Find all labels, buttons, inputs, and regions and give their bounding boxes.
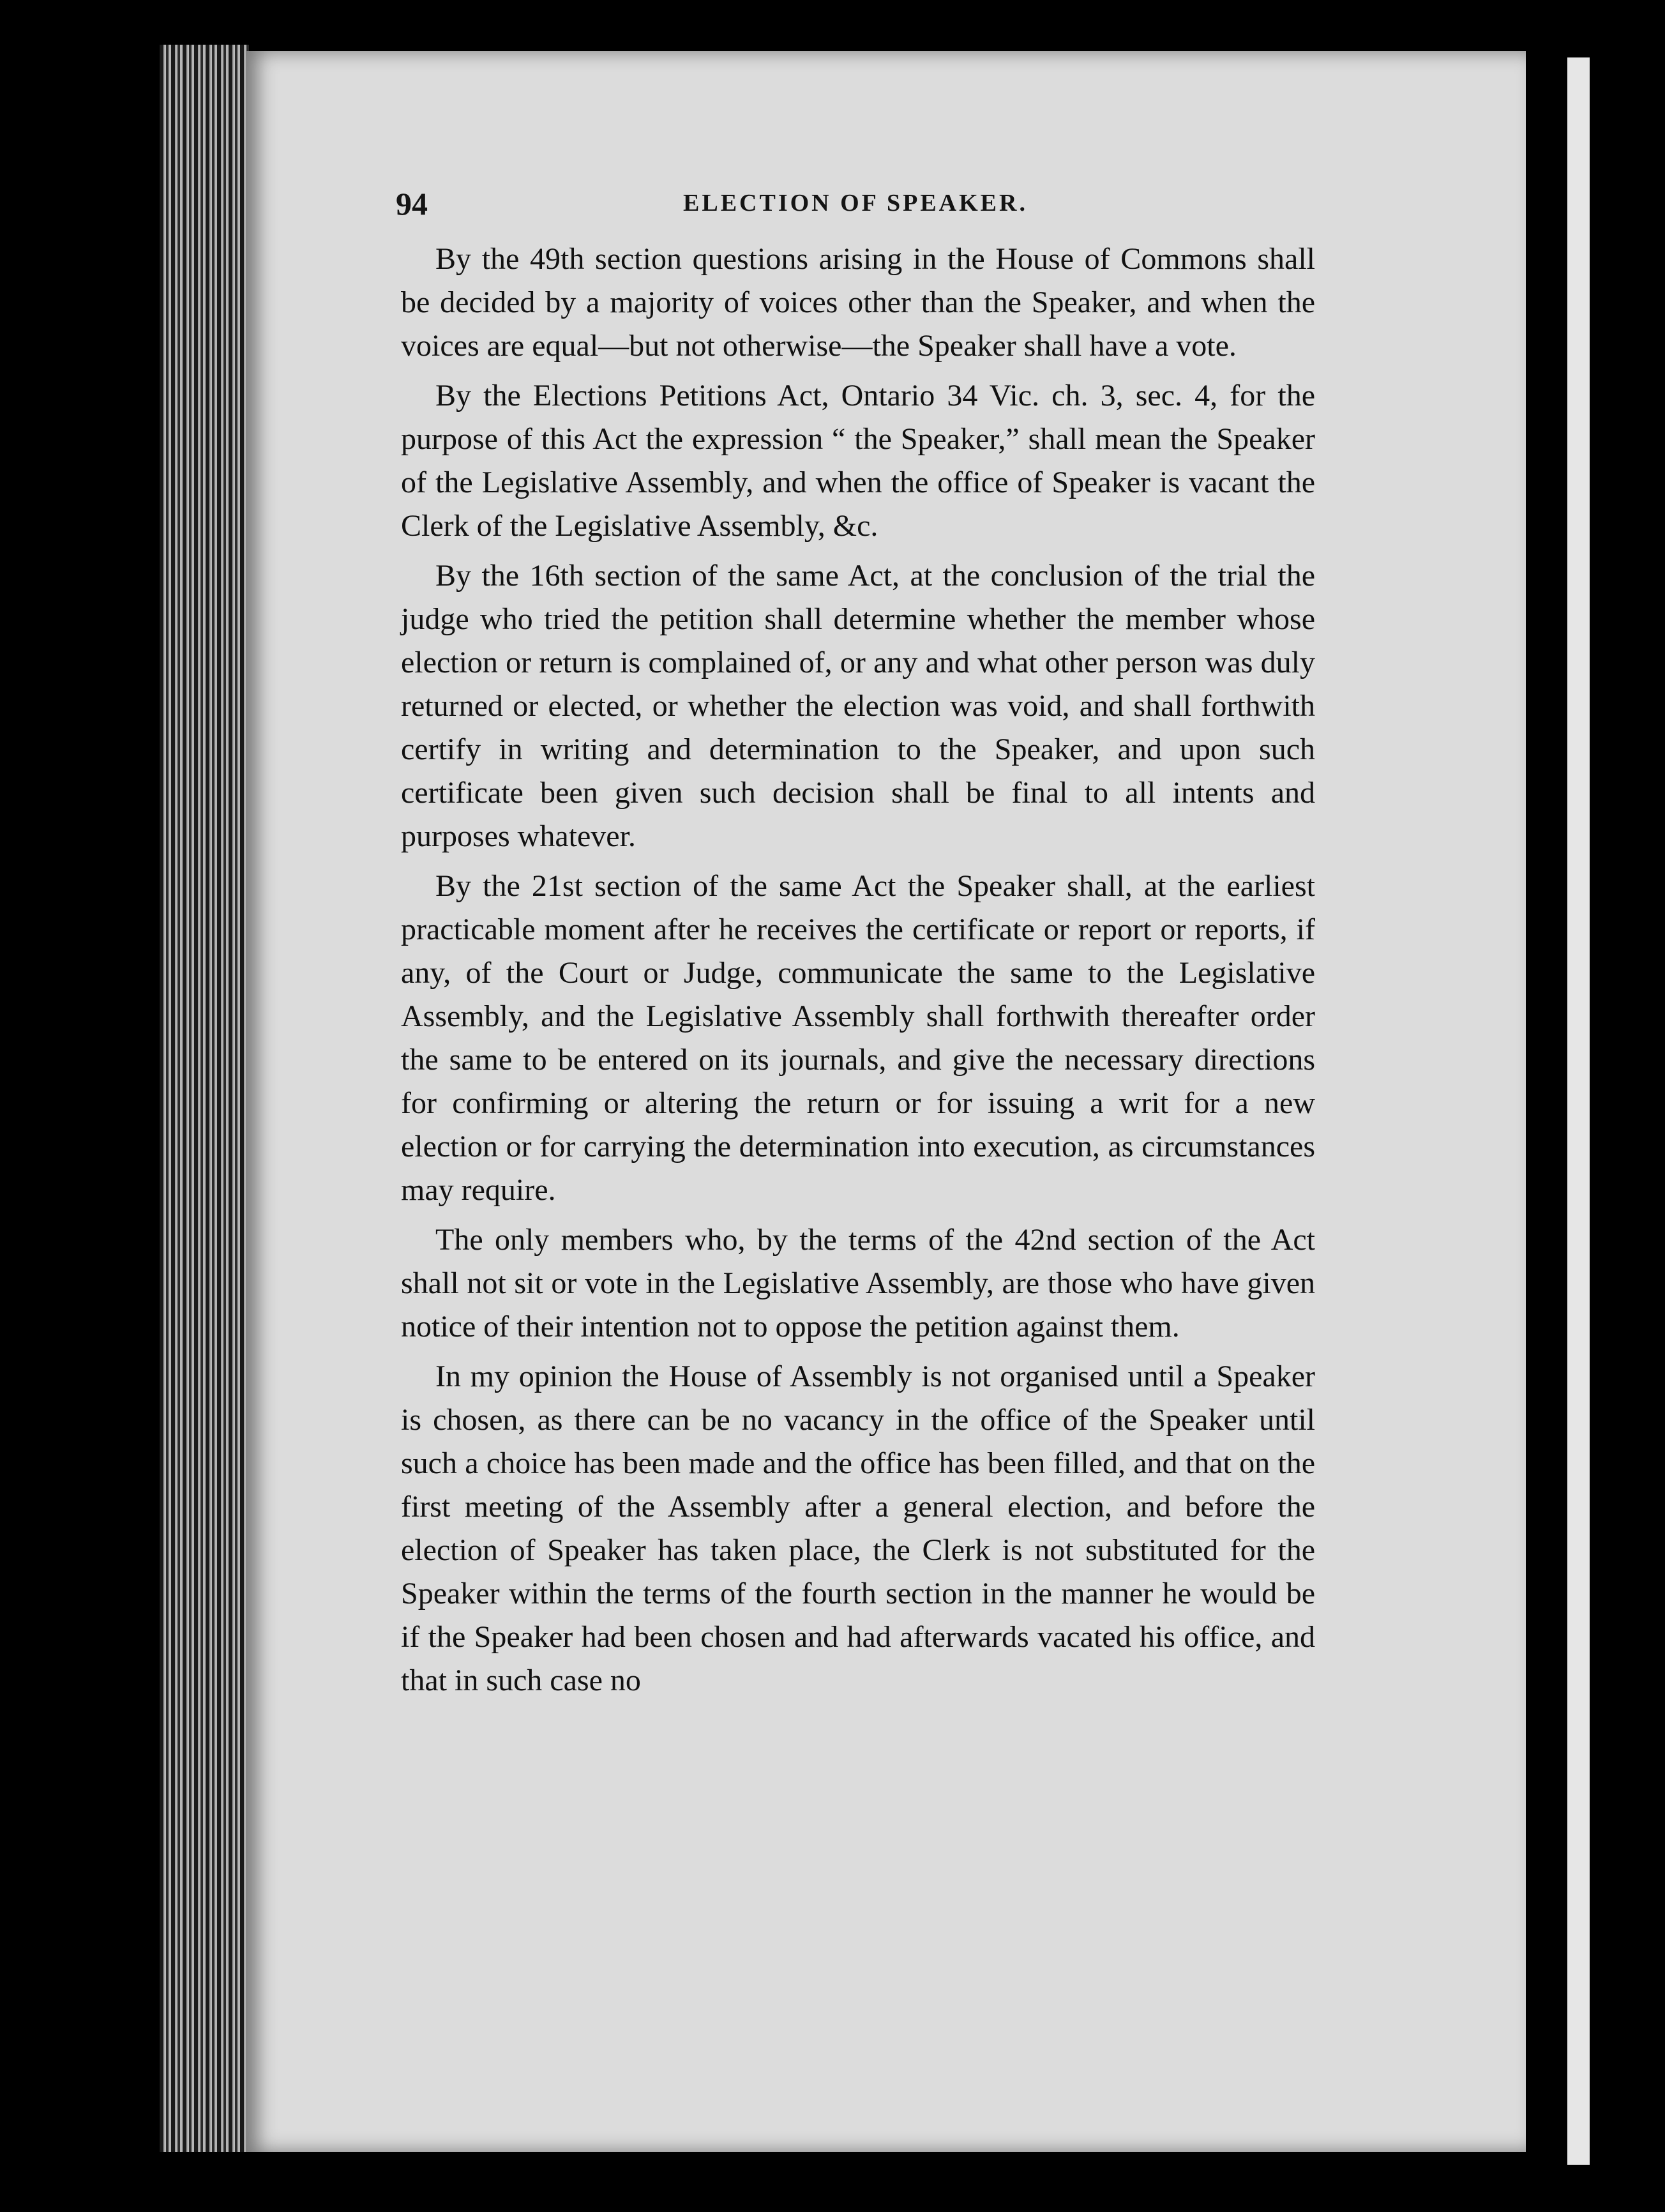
page-number: 94	[396, 186, 428, 222]
paragraph: The only members who, by the terms of the 42nd section of the Act shall not sit or vote in the Legislative Assembly, are those who have given notice of their intention not to oppose the petition against them.	[401, 1223, 1315, 1344]
body-text	[401, 238, 1315, 1709]
paragraph: By the 21st section of the same Act the Speaker shall, at the earliest practicable moment after he receives the certificate or report or reports, if any, of the Court or Judge, communicate the same to the Legislative Assembly, and the Legislative Assembly shall forthwith thereafter order the same to be entered on its journals, and give the necessary directions for confirming or altering the return or for issuing a writ for a new election or for carrying the determination into execution, as circumstances may require.	[401, 869, 1315, 1207]
paragraph: By the 16th section of the same Act, at the conclusion of the trial the judge who tried the petition shall determine whether the member whose election or return is complained of, or any and what other person was duly returned or elected, or whether the election was void, and shall forthwith certify in writing and determination to the Speaker, and upon such certificate been given such decision shall be final to all intents and purposes whatever.	[401, 559, 1315, 853]
paragraph: In my opinion the House of Assembly is not organised until a Speaker is chosen, as there can be no vacancy in the office of the Speaker until such a choice has been made and the office has been filled, and that on the first meeting of the Assembly after a general election, and before the election of Speaker has taken place, the Clerk is not substituted for the Speaker within the terms of the fourth section in the manner he would be if the Speaker had been chosen and had afterwards vacated his office, and that in such case no	[401, 1360, 1315, 1697]
gutter-shadow	[1526, 51, 1568, 2158]
paragraph: By the Elections Petitions Act, Ontario 34 Vic. ch. 3, sec. 4, for the purpose of this Act the expression “ the Speaker,” shall mean the Speaker of the Legislative Assembly, and when the office of Speaker is vacant the Clerk of the Legislative Assembly, &c.	[401, 379, 1315, 543]
paragraph: By the 49th section questions arising in the House of Commons shall be decided by a majority of voices other than the Speaker, and when the voices are equal—but not otherwise—the Speaker shall have a vote.	[401, 242, 1315, 363]
page-header	[396, 185, 1328, 223]
next-page-edge	[1567, 57, 1590, 2165]
running-head: ELECTION OF SPEAKER.	[683, 190, 1028, 216]
page-edges	[160, 45, 249, 2152]
